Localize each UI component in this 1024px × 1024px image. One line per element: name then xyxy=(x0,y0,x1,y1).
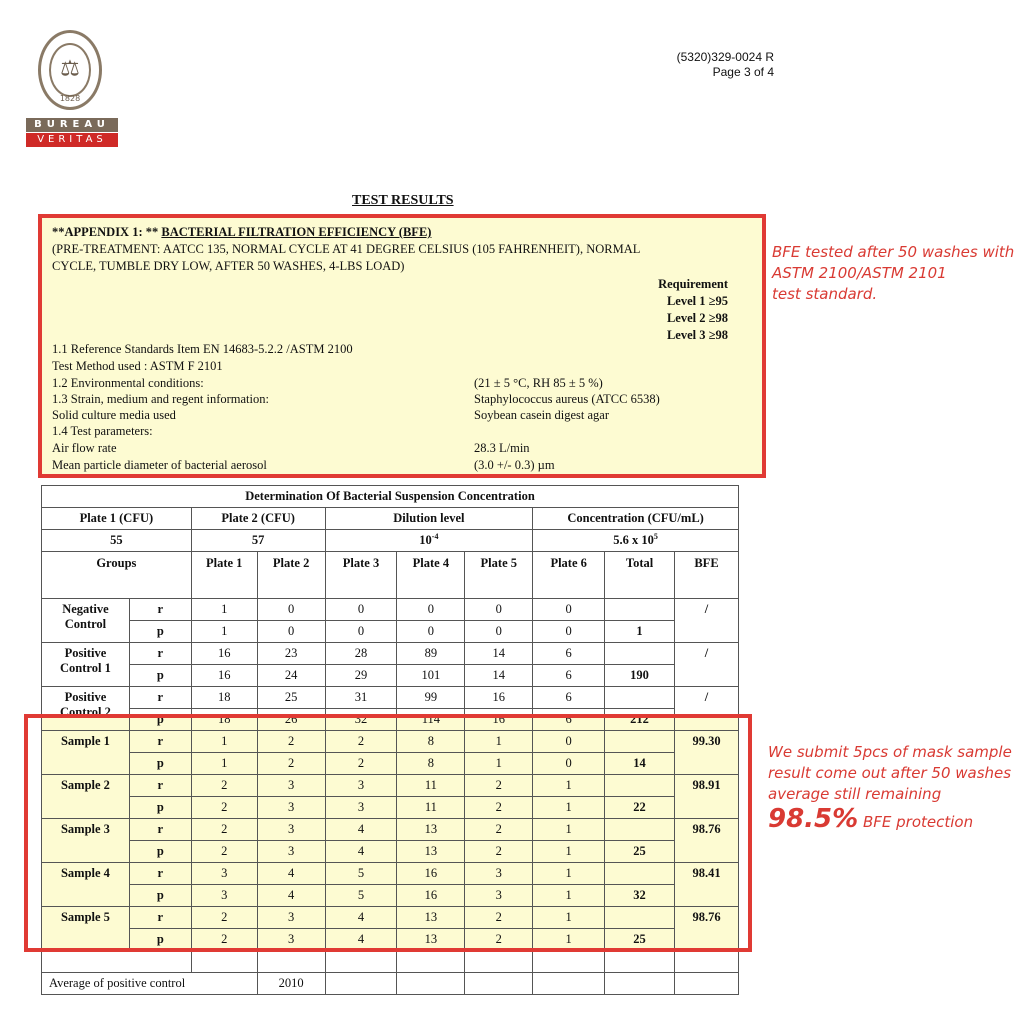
spacer-row xyxy=(42,951,739,973)
plate-count: 1 xyxy=(465,731,533,753)
plate-count: 1 xyxy=(533,775,605,797)
susp-header-plate1: Plate 1 (CFU) xyxy=(42,508,192,530)
total-value: 1 xyxy=(605,621,675,643)
group-name: Sample 4 xyxy=(42,863,130,907)
plate-count: 0 xyxy=(533,599,605,621)
plate-count: 1 xyxy=(533,863,605,885)
bfe-annotation-line-1: BFE tested after 50 washes with xyxy=(772,243,1015,261)
susp-header-plate2: Plate 2 (CFU) xyxy=(191,508,325,530)
logo-brand-bottom: VERITAS xyxy=(26,133,118,147)
plate-count: 18 xyxy=(191,687,257,709)
suspension-value-row xyxy=(42,530,739,552)
col-header-plate3: Plate 3 xyxy=(325,552,397,599)
table-row xyxy=(42,621,739,643)
plate-count: 13 xyxy=(397,929,465,951)
total-value: 212 xyxy=(605,709,675,731)
plate-count: 26 xyxy=(257,709,325,731)
plate-count: 3 xyxy=(325,797,397,819)
row-type: p xyxy=(129,929,191,951)
report-reference: (5320)329-0024 R xyxy=(676,50,774,64)
table-row xyxy=(42,643,739,665)
plate-count: 0 xyxy=(397,621,465,643)
plate-count: 2 xyxy=(465,819,533,841)
plate-count: 3 xyxy=(465,885,533,907)
bfe-protection-label: BFE protection xyxy=(862,813,974,831)
row-type: r xyxy=(129,643,191,665)
total-cell xyxy=(605,599,675,621)
plate-count: 2 xyxy=(325,731,397,753)
row-type: p xyxy=(129,753,191,775)
reference-standards: 1.1 Reference Standards Item EN 14683-5.2.2 /ASTM 2100 xyxy=(52,342,353,356)
plate-count: 2 xyxy=(191,841,257,863)
bfe-annotation-line-3: test standard. xyxy=(772,285,878,303)
plate-count: 11 xyxy=(397,797,465,819)
plate-count: 13 xyxy=(397,907,465,929)
susp-value-concentration: 5.6 x $10^5$ xyxy=(533,530,739,552)
row-type: r xyxy=(129,687,191,709)
row-type: r xyxy=(129,775,191,797)
plate-count: 16 xyxy=(465,687,533,709)
susp-value-dilution: $10^{-4}$ xyxy=(325,530,533,552)
appendix-heading: **APPENDIX 1: ** BACTERIAL FILTRATION EFFICIENCY (BFE) xyxy=(52,225,432,239)
group-name: Sample 5 xyxy=(42,907,130,951)
plate-count: 2 xyxy=(325,753,397,775)
group-name: Positive Control 2 xyxy=(42,687,130,731)
plate-count: 0 xyxy=(257,599,325,621)
plate-count: 1 xyxy=(533,907,605,929)
plate-count: 3 xyxy=(325,775,397,797)
bfe-value: 98.76 xyxy=(675,819,739,863)
env-value: (21 ± 5 °C, RH 85 ± 5 %) xyxy=(474,376,603,390)
plate-count: 16 xyxy=(191,665,257,687)
bfe-annotation-line-2: ASTM 2100/ASTM 2101 xyxy=(772,264,947,282)
submit-annotation-line-1: We submit 5pcs of mask sample xyxy=(768,743,1012,761)
report-header xyxy=(677,50,774,80)
plate-count: 2 xyxy=(465,929,533,951)
plate-count: 23 xyxy=(257,643,325,665)
susp-header-concentration: Concentration (CFU/mL) xyxy=(533,508,739,530)
plate-count: 0 xyxy=(465,599,533,621)
plate-count: 114 xyxy=(397,709,465,731)
bfe-value: / xyxy=(675,599,739,643)
plate-count: 101 xyxy=(397,665,465,687)
plate-count: 16 xyxy=(397,885,465,907)
submit-annotation-line-2: result come out after 50 washes xyxy=(768,764,1012,782)
page-number: Page 3 of 4 xyxy=(712,65,774,79)
plate-count: 4 xyxy=(325,907,397,929)
plate-count: 4 xyxy=(257,863,325,885)
particle-label: Mean particle diameter of bacterial aerosol xyxy=(52,458,267,472)
pretreatment-line-1: (PRE-TREATMENT: AATCC 135, NORMAL CYCLE AT 41 DEGREE CELSIUS (105 FAHRENHEIT), NORMAL xyxy=(52,242,641,256)
airflow-label: Air flow rate xyxy=(52,441,117,455)
column-header-row xyxy=(42,552,739,599)
plate-count: 3 xyxy=(257,841,325,863)
table-row xyxy=(42,687,739,709)
plate-count: 13 xyxy=(397,841,465,863)
env-label: 1.2 Environmental conditions: xyxy=(52,376,204,390)
plate-count: 5 xyxy=(325,885,397,907)
plate-count: 13 xyxy=(397,819,465,841)
plate-count: 11 xyxy=(397,775,465,797)
plate-count: 2 xyxy=(257,731,325,753)
submit-annotation-line-3: average still remaining xyxy=(768,785,942,803)
plate-count: 32 xyxy=(325,709,397,731)
requirement-level-2: Level 2 ≥98 xyxy=(666,311,728,325)
plate-count: 6 xyxy=(533,665,605,687)
plate-count: 89 xyxy=(397,643,465,665)
plate-count: 4 xyxy=(257,885,325,907)
plate-count: 3 xyxy=(257,907,325,929)
group-name: Sample 1 xyxy=(42,731,130,775)
row-type: r xyxy=(129,731,191,753)
plate-count: 1 xyxy=(533,841,605,863)
table-row xyxy=(42,599,739,621)
plate-count: 2 xyxy=(465,907,533,929)
plate-count: 0 xyxy=(533,731,605,753)
col-header-plate6: Plate 6 xyxy=(533,552,605,599)
plate-count: 16 xyxy=(397,863,465,885)
table-row xyxy=(42,665,739,687)
media-label: Solid culture media used xyxy=(52,408,176,422)
table-caption-row xyxy=(42,486,739,508)
plate-count: 14 xyxy=(465,643,533,665)
row-type: r xyxy=(129,863,191,885)
suspension-header-row xyxy=(42,508,739,530)
particle-value: (3.0 +/- 0.3) µm xyxy=(474,458,555,472)
plate-count: 5 xyxy=(325,863,397,885)
pretreatment-line-2: CYCLE, TUMBLE DRY LOW, AFTER 50 WASHES, 4-LBS LOAD) xyxy=(52,259,405,273)
plate-count: 2 xyxy=(465,841,533,863)
row-type: p xyxy=(129,885,191,907)
total-value: 190 xyxy=(605,665,675,687)
plate-count: 31 xyxy=(325,687,397,709)
plate-count: 8 xyxy=(397,753,465,775)
bfe-value: 98.76 xyxy=(675,907,739,951)
bfe-percent: 98.5% xyxy=(768,804,859,834)
plate-count: 1 xyxy=(191,621,257,643)
plate-count: 0 xyxy=(533,621,605,643)
bfe-value: / xyxy=(675,687,739,731)
plate-count: 29 xyxy=(325,665,397,687)
plate-count: 2 xyxy=(465,775,533,797)
plate-count: 2 xyxy=(191,775,257,797)
row-type: p xyxy=(129,841,191,863)
sample-highlight-box xyxy=(24,714,752,952)
total-value: 32 xyxy=(605,885,675,907)
plate-count: 0 xyxy=(533,753,605,775)
submit-annotation xyxy=(768,742,1012,833)
media-value: Soybean casein digest agar xyxy=(474,408,610,422)
average-label: Average of positive control xyxy=(42,973,258,995)
bfe-value: / xyxy=(675,643,739,687)
plate-count: 14 xyxy=(465,665,533,687)
row-type: p xyxy=(129,797,191,819)
plate-count: 3 xyxy=(257,929,325,951)
plate-count: 3 xyxy=(465,863,533,885)
group-name: Sample 3 xyxy=(42,819,130,863)
plate-count: 28 xyxy=(325,643,397,665)
plate-count: 1 xyxy=(191,753,257,775)
plate-count: 1 xyxy=(465,753,533,775)
plate-count: 99 xyxy=(397,687,465,709)
seal-figure-icon: ⚖ xyxy=(60,55,80,81)
col-header-plate5: Plate 5 xyxy=(465,552,533,599)
row-type: r xyxy=(129,599,191,621)
plate-count: 1 xyxy=(533,797,605,819)
bfe-value: 98.91 xyxy=(675,775,739,819)
group-name: Positive Control 1 xyxy=(42,643,130,687)
test-method: Test Method used : ASTM F 2101 xyxy=(52,359,223,373)
plate-count: 0 xyxy=(465,621,533,643)
plate-count: 4 xyxy=(325,819,397,841)
plate-count: 25 xyxy=(257,687,325,709)
bfe-annotation xyxy=(772,242,1014,305)
plate-count: 1 xyxy=(533,929,605,951)
plate-count: 0 xyxy=(325,599,397,621)
plate-count: 16 xyxy=(465,709,533,731)
susp-value-plate1: 55 xyxy=(42,530,192,552)
requirement-level-1: Level 1 ≥95 xyxy=(666,294,728,308)
bfe-value: 98.41 xyxy=(675,863,739,907)
col-header-total: Total xyxy=(605,552,675,599)
plate-count: 3 xyxy=(257,819,325,841)
group-name: Sample 2 xyxy=(42,775,130,819)
plate-count: 3 xyxy=(257,797,325,819)
plate-count: 0 xyxy=(257,621,325,643)
row-type: r xyxy=(129,819,191,841)
plate-count: 1 xyxy=(533,885,605,907)
plate-count: 2 xyxy=(191,907,257,929)
logo-year: 1828 xyxy=(59,94,81,103)
total-value: 14 xyxy=(605,753,675,775)
appendix-box xyxy=(38,214,766,478)
susp-value-plate2: 57 xyxy=(191,530,325,552)
row-type: p xyxy=(129,665,191,687)
average-value: 2010 xyxy=(257,973,325,995)
strain-value: Staphylococcus aureus (ATCC 6538) xyxy=(474,392,660,406)
col-header-plate4: Plate 4 xyxy=(397,552,465,599)
row-type: r xyxy=(129,907,191,929)
plate-count: 2 xyxy=(191,819,257,841)
col-header-plate1: Plate 1 xyxy=(191,552,257,599)
group-name: Negative Control xyxy=(42,599,130,643)
plate-count: 6 xyxy=(533,643,605,665)
bureau-veritas-logo xyxy=(26,30,118,148)
total-cell xyxy=(605,643,675,665)
plate-count: 4 xyxy=(325,929,397,951)
col-header-bfe: BFE xyxy=(675,552,739,599)
plate-count: 24 xyxy=(257,665,325,687)
plate-count: 3 xyxy=(191,863,257,885)
susp-header-dilution: Dilution level xyxy=(325,508,533,530)
plate-count: 6 xyxy=(533,687,605,709)
table-caption: Determination Of Bacterial Suspension Concentration xyxy=(42,486,739,508)
plate-count: 1 xyxy=(533,819,605,841)
plate-count: 8 xyxy=(397,731,465,753)
plate-count: 2 xyxy=(257,753,325,775)
plate-count: 3 xyxy=(257,775,325,797)
total-cell xyxy=(605,687,675,709)
plate-count: 0 xyxy=(397,599,465,621)
bfe-protection-summary xyxy=(768,804,1012,834)
total-value: 25 xyxy=(605,929,675,951)
col-header-groups: Groups xyxy=(42,552,192,599)
logo-brand-top: BUREAU xyxy=(26,118,118,132)
airflow-value: 28.3 L/min xyxy=(474,441,530,455)
requirement-label: Requirement xyxy=(658,277,728,291)
col-header-plate2: Plate 2 xyxy=(257,552,325,599)
page-title: TEST RESULTS xyxy=(352,193,454,208)
bfe-value: 99.30 xyxy=(675,731,739,775)
plate-count: 0 xyxy=(325,621,397,643)
plate-count: 6 xyxy=(533,709,605,731)
plate-count: 3 xyxy=(191,885,257,907)
plate-count: 1 xyxy=(191,731,257,753)
average-row xyxy=(42,973,739,995)
row-type: p xyxy=(129,709,191,731)
plate-count: 16 xyxy=(191,643,257,665)
total-value: 25 xyxy=(605,841,675,863)
plate-count: 2 xyxy=(191,797,257,819)
row-type: p xyxy=(129,621,191,643)
plate-count: 2 xyxy=(465,797,533,819)
plate-count: 18 xyxy=(191,709,257,731)
strain-label: 1.3 Strain, medium and regent information: xyxy=(52,392,269,406)
requirement-level-3: Level 3 ≥98 xyxy=(666,328,728,342)
plate-count: 2 xyxy=(191,929,257,951)
plate-count: 4 xyxy=(325,841,397,863)
plate-count: 1 xyxy=(191,599,257,621)
params-label: 1.4 Test parameters: xyxy=(52,424,153,438)
total-value: 22 xyxy=(605,797,675,819)
